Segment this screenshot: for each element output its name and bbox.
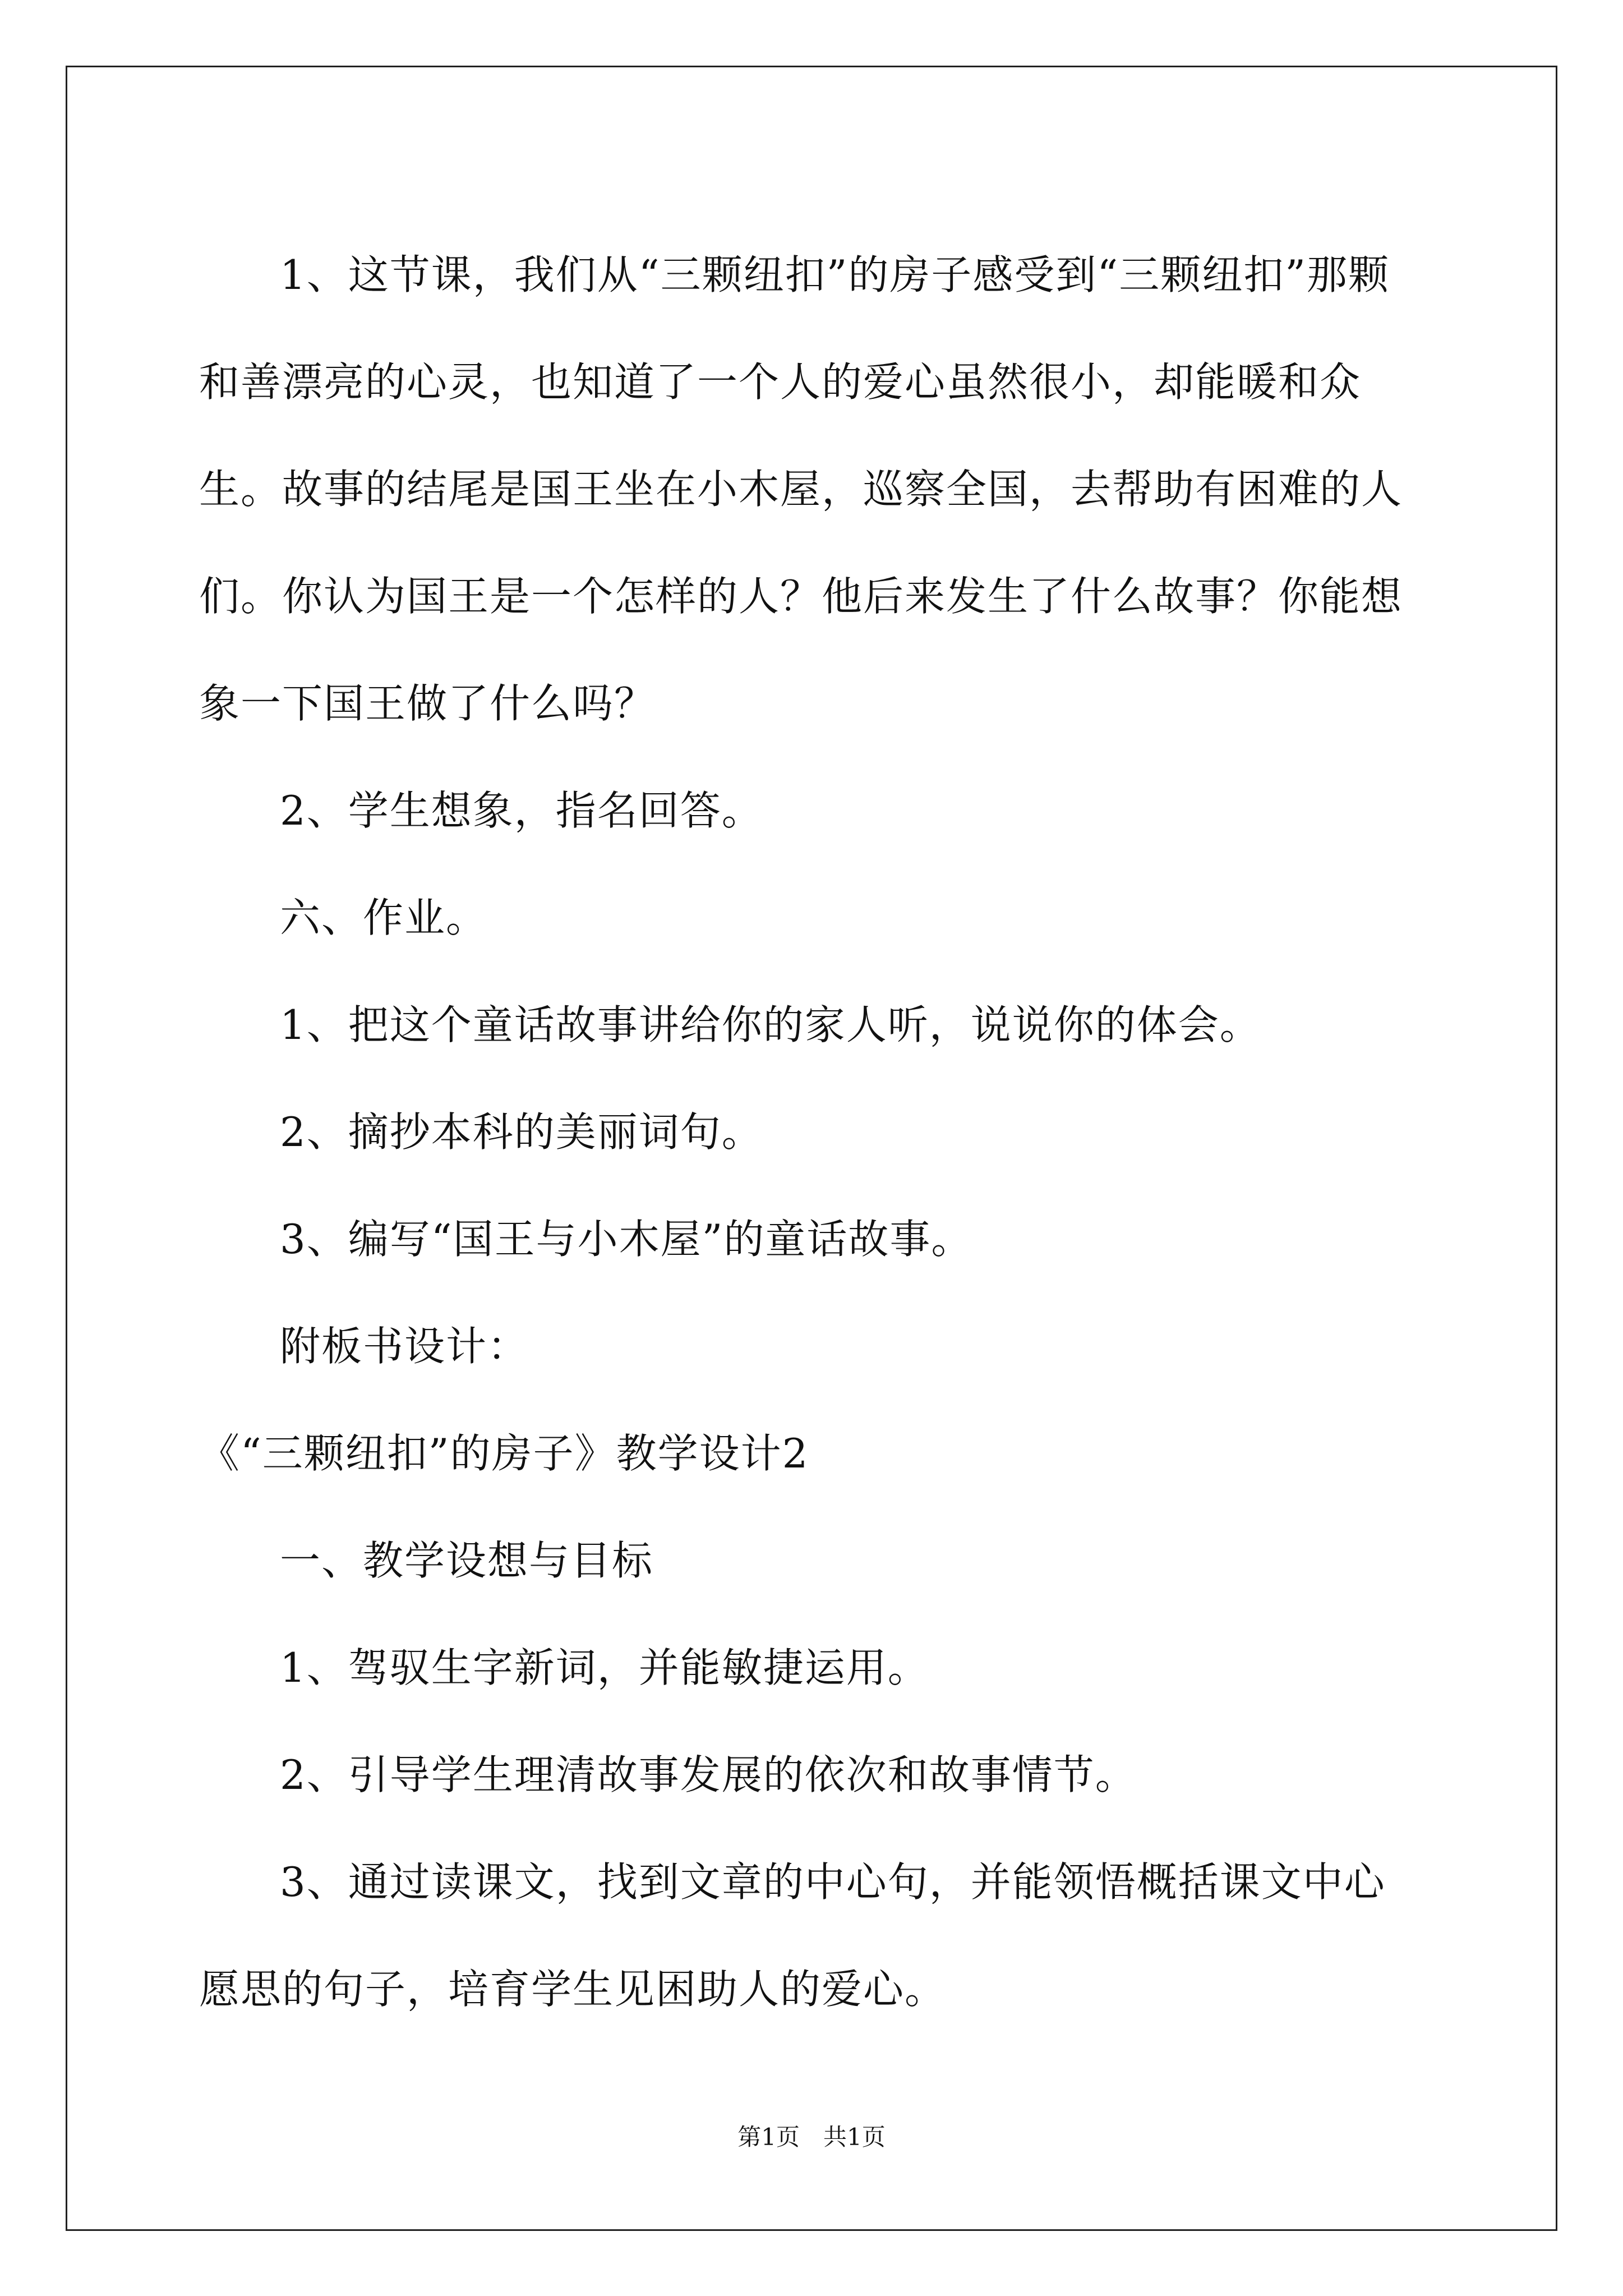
section-heading-homework: 六、作业。 (280, 894, 488, 941)
document-body (199, 222, 1424, 2043)
section-heading-goals: 一、教学设想与目标 (280, 1537, 654, 1584)
page-footer: 第1页 共1页 (737, 2123, 886, 2151)
paragraph-summary: 1、这节课，我们从“三颗纽扣”的房子感受到“三颗纽扣”那颗和善漂亮的心灵，也知道了一个人的爱心虽然很小，却能暖和众生。故事的结尾是国王坐在小木屋，巡察全国，去帮助有困难的人们。你认为国王是一个怎样的人？他后来发生了什么故事？你能想象一下国王做了什么吗？ (199, 251, 1403, 727)
paragraph-homework-2: 2、摘抄本科的美丽词句。 (280, 1108, 763, 1156)
document-title-2: 《“三颗纽扣”的房子》教学设计2 (199, 1430, 809, 1477)
paragraph-goal-3: 3、通过读课文，找到文章的中心句，并能领悟概括课文中心愿思的句子，培育学生见困助人的爱心。 (199, 1858, 1386, 2013)
paragraph-board-design: 附板书设计： (280, 1323, 529, 1370)
paragraph-homework-1: 1、把这个童话故事讲给你的家人听，说说你的体会。 (280, 1001, 1261, 1048)
paragraph-goal-2: 2、引导学生理清故事发展的依次和故事情节。 (280, 1751, 1137, 1798)
paragraph-goal-1: 1、驾驭生字新词，并能敏捷运用。 (280, 1644, 929, 1691)
paragraph-homework-3: 3、编写“国王与小木屋”的童话故事。 (280, 1216, 973, 1263)
paragraph-student-imagine: 2、学生想象，指名回答。 (280, 787, 763, 834)
